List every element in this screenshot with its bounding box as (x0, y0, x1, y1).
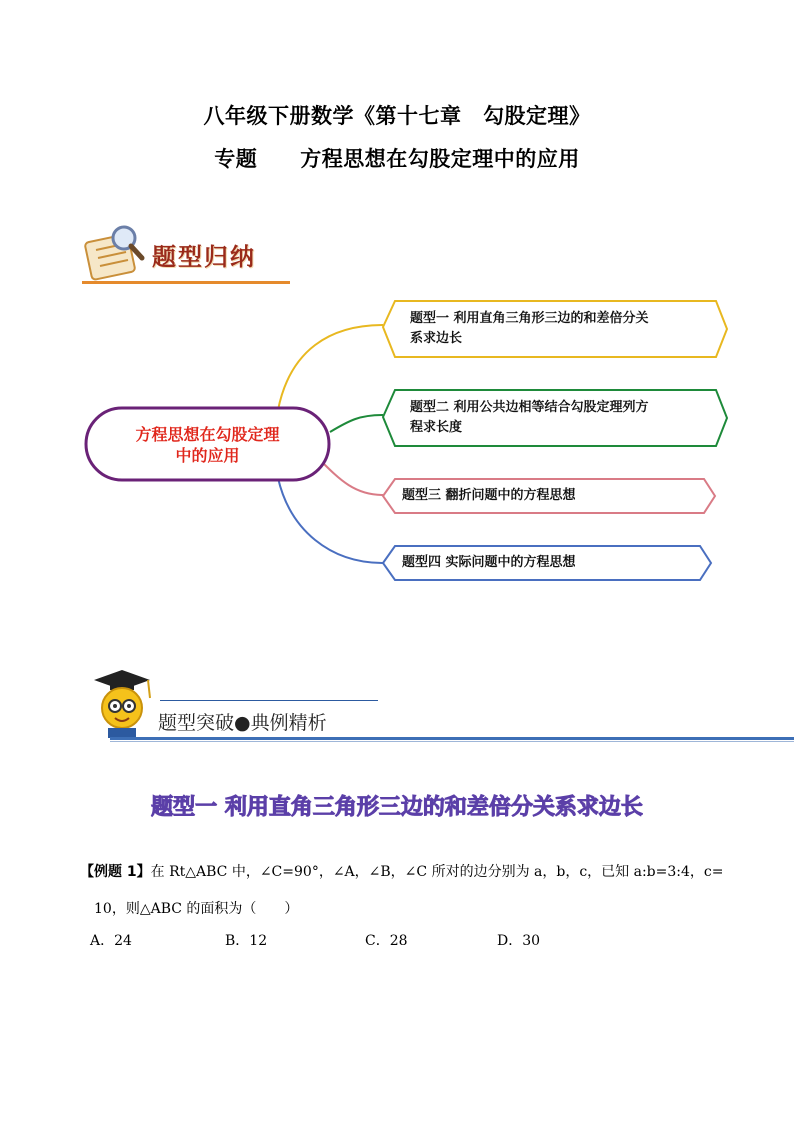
mindmap-center-line2: 中的应用 (175, 446, 240, 465)
document-subtitle: 专题 方程思想在勾股定理中的应用 (214, 146, 580, 171)
section-label-examples: 题型突破●典例精析 (158, 712, 327, 734)
topic-heading: 题型一 利用直角三角形三边的和差倍分关系求边长 (151, 795, 643, 820)
graduate-mascot-icon (86, 668, 158, 740)
section2-divider (110, 737, 794, 740)
option-b: B．12 (225, 933, 268, 949)
branch-1-text (410, 309, 649, 349)
branch-4-text (402, 553, 576, 573)
example-text-line2: 10，则△ABC 的面积为（ ） (94, 901, 299, 917)
option-a: A．24 (90, 933, 132, 949)
connector-green (330, 415, 383, 432)
branch-1-line1: 题型一 利用直角三角形三边的和差倍分关 (410, 311, 649, 326)
branch-1-line2: 系求边长 (410, 331, 463, 346)
branch-2-text (410, 398, 649, 438)
example-label: 【例题 1】 (80, 864, 151, 880)
section2-top-line (160, 700, 378, 701)
branch-2-line2: 程求长度 (410, 420, 463, 435)
connector-pink (320, 460, 383, 495)
branch-3-line1: 题型三 翻折问题中的方程思想 (402, 488, 576, 503)
option-d: D．30 (497, 933, 541, 949)
section-label-summary: 题型归纳 (152, 243, 256, 271)
mindmap-center-text (86, 424, 329, 466)
connector-blue (278, 478, 383, 563)
connector-yellow (278, 325, 383, 410)
example-question-line1 (80, 861, 723, 881)
document-title: 八年级下册数学《第十七章 勾股定理》 (203, 103, 591, 128)
example-text-line1: 在 Rt△ABC 中，∠C=90°，∠A，∠B，∠C 所对的边分别为 a，b，c，已知 a:b=3:4，c= (150, 864, 724, 880)
branch-2-line1: 题型二 利用公共边相等结合勾股定理列方 (410, 400, 649, 415)
branch-4-line1: 题型四 实际问题中的方程思想 (402, 555, 576, 570)
option-c: C．28 (365, 933, 408, 949)
branch-3-text (402, 486, 576, 506)
mindmap-center-line1: 方程思想在勾股定理 (135, 425, 280, 444)
section2-divider-thin (110, 741, 794, 742)
